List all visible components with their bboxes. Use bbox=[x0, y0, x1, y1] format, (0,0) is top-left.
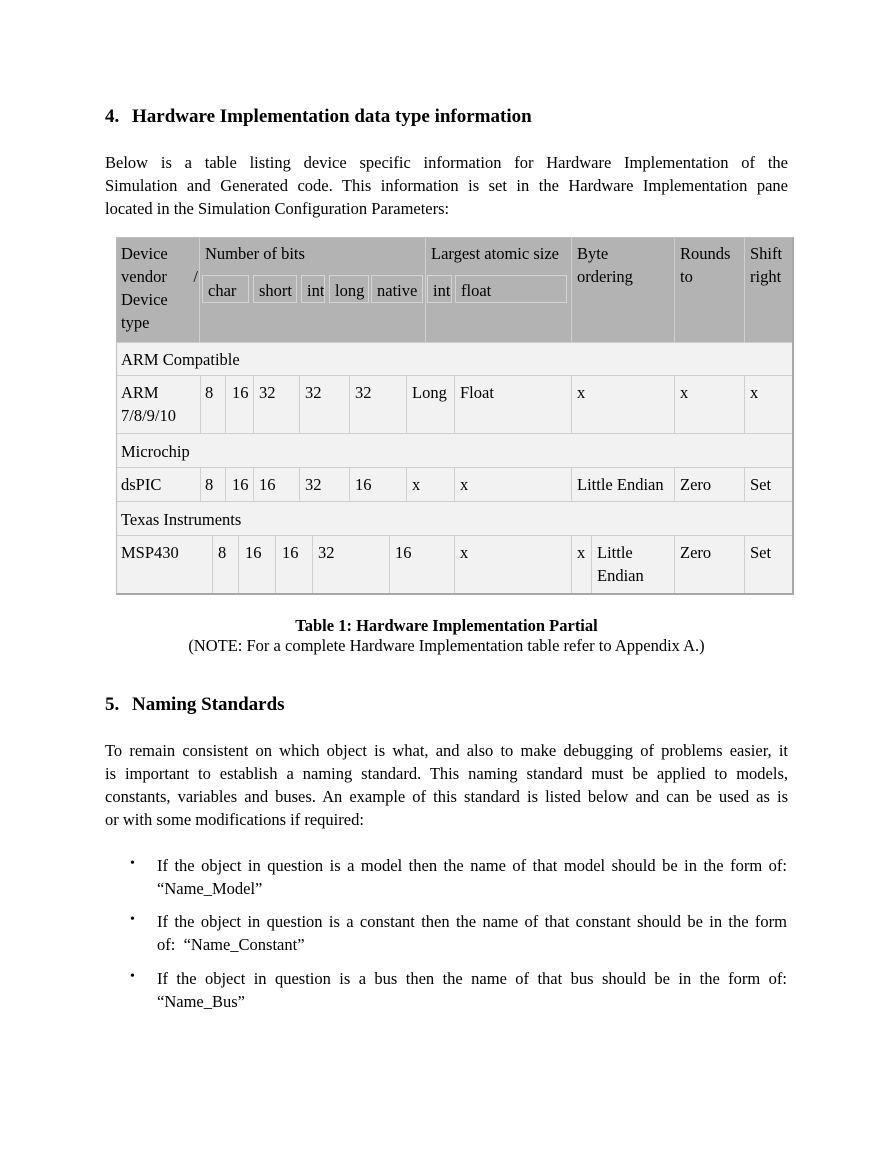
header-rounds-to-line: Rounds bbox=[680, 244, 731, 263]
header-byte-ordering-line: ordering bbox=[577, 267, 633, 286]
data-cell: 16 bbox=[355, 475, 372, 494]
byte-ordering-line: Little bbox=[597, 543, 633, 562]
subheader-label: char bbox=[208, 281, 237, 300]
data-cell: 16 bbox=[232, 475, 249, 494]
data-cell: 16 bbox=[232, 383, 249, 402]
section-5-intro bbox=[105, 739, 788, 831]
device-line: ARM bbox=[121, 383, 159, 402]
header-device-line: type bbox=[121, 313, 150, 332]
data-cell: Float bbox=[460, 383, 494, 402]
data-cell: 32 bbox=[318, 543, 335, 562]
header-device-slash: / bbox=[193, 267, 198, 286]
list-item bbox=[157, 854, 787, 900]
list-item-line: If the object in question is a bus then the name of that bus should be in the form of: bbox=[157, 969, 787, 988]
section-number: 4. bbox=[105, 106, 120, 127]
section-title: Naming Standards bbox=[132, 694, 285, 715]
device-line: dsPIC bbox=[121, 475, 162, 494]
data-cell: 16 bbox=[395, 543, 412, 562]
data-cell: x bbox=[460, 475, 469, 494]
data-cell: Little Endian bbox=[577, 475, 664, 494]
list-item bbox=[157, 967, 787, 1013]
data-cell: Set bbox=[750, 543, 772, 562]
data-cell: Zero bbox=[680, 543, 712, 562]
data-cell: x bbox=[577, 543, 586, 562]
data-cell: 16 bbox=[282, 543, 299, 562]
header-number-of-bits-label: Number of bits bbox=[205, 244, 305, 263]
list-item bbox=[157, 910, 787, 956]
data-cell: Long bbox=[412, 383, 447, 402]
subheader-label: native bbox=[377, 281, 418, 300]
paragraph-line: or with some modifications if required: bbox=[105, 810, 364, 829]
data-cell: 16 bbox=[259, 475, 276, 494]
data-cell: Set bbox=[750, 475, 772, 494]
paragraph-line: Below is a table listing device specific information for Hardware Implementation of the bbox=[105, 153, 788, 172]
header-rounds-to-line: to bbox=[680, 267, 693, 286]
hardware-implementation-table bbox=[116, 237, 794, 595]
group-vendor-label: ARM Compatible bbox=[121, 350, 240, 369]
data-cell: x bbox=[750, 383, 759, 402]
section-number: 5. bbox=[105, 694, 120, 715]
paragraph-line: located in the Simulation Configuration Parameters: bbox=[105, 199, 450, 218]
subheader-label: long bbox=[335, 281, 365, 300]
paragraph-line: Simulation and Generated code. This information is set in the Hardware Implementation pane bbox=[105, 176, 788, 195]
paragraph-line: is important to establish a naming standard. This naming standard must be applied to models, bbox=[105, 764, 788, 783]
subheader-label: int bbox=[307, 281, 325, 300]
device-line: MSP430 bbox=[121, 543, 179, 562]
list-item-line: If the object in question is a constant then the name of that constant should be in the form bbox=[157, 912, 787, 931]
data-cell: x bbox=[460, 543, 469, 562]
device-line: 7/8/9/10 bbox=[121, 406, 177, 425]
group-vendor-label: Microchip bbox=[121, 442, 190, 461]
subheader-label: int bbox=[433, 281, 451, 300]
bullet-icon: • bbox=[130, 969, 135, 984]
paragraph-line: To remain consistent on which object is what, and also to make debugging of problems easier, it bbox=[105, 741, 788, 760]
header-largest-atomic-size-label: Largest atomic size bbox=[431, 244, 559, 263]
section-title: Hardware Implementation data type information bbox=[132, 106, 532, 127]
list-item-line: of: “Name_Constant” bbox=[157, 935, 305, 954]
list-item-line: “Name_Bus” bbox=[157, 992, 245, 1011]
data-cell: 8 bbox=[205, 475, 214, 494]
header-shift-right-line: right bbox=[750, 267, 782, 286]
section-5-heading bbox=[105, 694, 285, 716]
byte-ordering-line: Endian bbox=[597, 566, 644, 585]
list-item-line: “Name_Model” bbox=[157, 879, 263, 898]
data-cell: Zero bbox=[680, 475, 712, 494]
subheader-label: short bbox=[259, 281, 292, 300]
paragraph-line: constants, variables and buses. An example of this standard is listed below and can be used as is bbox=[105, 787, 788, 806]
table-note: (NOTE: For a complete Hardware Implementation table refer to Appendix A.) bbox=[188, 636, 705, 655]
data-cell: 32 bbox=[305, 383, 322, 402]
header-device-line: vendor bbox=[121, 267, 167, 286]
data-cell: 32 bbox=[259, 383, 276, 402]
header-device-line: Device bbox=[121, 290, 168, 309]
header-shift-right-line: Shift bbox=[750, 244, 783, 263]
section-4-intro bbox=[105, 151, 788, 220]
table-caption: Table 1: Hardware Implementation Partial bbox=[295, 616, 598, 635]
section-4-heading bbox=[105, 106, 532, 128]
subheader-label: float bbox=[461, 281, 492, 300]
data-cell: x bbox=[680, 383, 689, 402]
data-cell: 8 bbox=[205, 383, 214, 402]
header-byte-ordering-line: Byte bbox=[577, 244, 609, 263]
data-cell: 32 bbox=[305, 475, 322, 494]
bullet-icon: • bbox=[130, 856, 135, 871]
list-item-line: If the object in question is a model then the name of that model should be in the form of: bbox=[157, 856, 787, 875]
bullet-icon: • bbox=[130, 912, 135, 927]
data-cell: 8 bbox=[218, 543, 227, 562]
header-device-line: Device bbox=[121, 244, 168, 263]
data-cell: x bbox=[412, 475, 421, 494]
group-vendor-label: Texas Instruments bbox=[121, 510, 242, 529]
table-border bbox=[116, 237, 794, 595]
data-cell: 32 bbox=[355, 383, 372, 402]
data-cell: x bbox=[577, 383, 586, 402]
data-cell: 16 bbox=[245, 543, 262, 562]
